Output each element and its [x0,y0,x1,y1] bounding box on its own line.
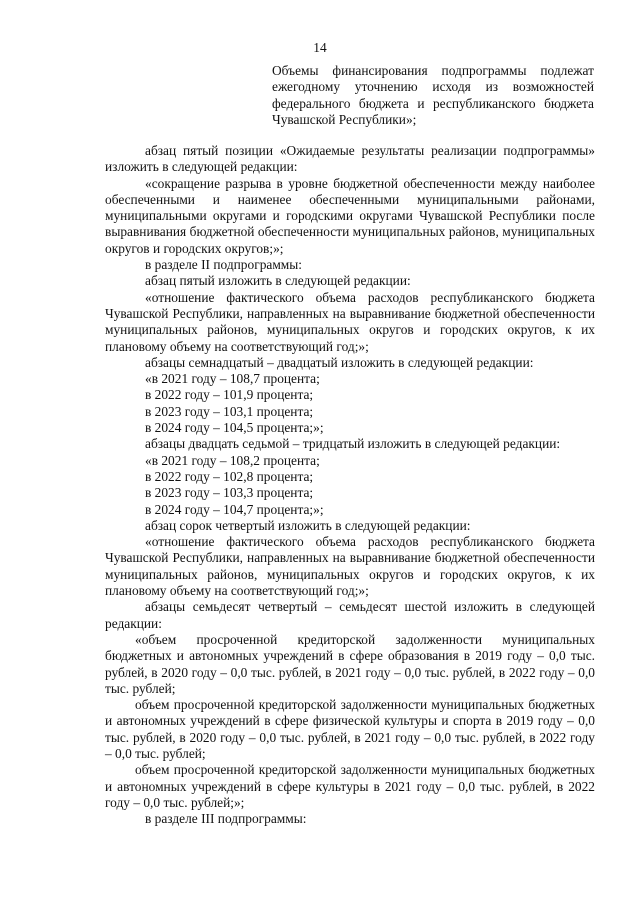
paragraph-8: абзац сорок четвертый изложить в следующей редакции: [145,517,471,533]
list-item: в 2022 году – 101,9 процента; [145,387,314,403]
paragraph-14: в разделе III подпрограммы: [145,811,307,827]
page-number: 14 [313,40,327,55]
paragraph-4: абзац пятый изложить в следующей редакции: [145,273,411,289]
list-item: «в 2021 году – 108,2 процента; [145,452,320,468]
list-item: в 2023 году – 103,3 процента; [145,485,314,501]
paragraph-5: «отношение фактического объема расходов республиканского бюджета Чувашской Республики, направленных на выравнивание бюджетной обеспеченности муниципальных районов, муниципальных округов и городских округов, к их плановому объему на соответствующий год;»; [105,289,595,354]
list-item: в 2022 году – 102,8 процента; [145,468,314,484]
paragraph-7: абзацы двадцать седьмой – тридцатый изложить в следующей редакции: [145,436,561,452]
paragraph-9: «отношение фактического объема расходов республиканского бюджета Чувашской Республики, направленных на выравнивание бюджетной обеспеченности муниципальных районов, муниципальных округов и городских округов, к их плановому объему на соответствующий год;»; [105,534,595,599]
list-item: в 2024 году – 104,5 процента;»; [145,420,324,436]
list-item: в 2024 году – 104,7 процента;»; [145,501,324,517]
passport-financing-note: Объемы финансирования подпрограммы подлежат ежегодному уточнению исходя из возможностей федерального бюджета и республиканского бюджета Чувашской Республики»; [272,63,594,127]
paragraph-13: объем просроченной кредиторской задолженности муниципальных бюджетных и автономных учреждений в сфере культуры в 2021 году – 0,0 тыс. рублей, в 2022 году – 0,0 тыс. рублей;»; [105,762,595,810]
paragraph-3: в разделе II подпрограммы: [145,257,302,273]
paragraph-12: объем просроченной кредиторской задолженности муниципальных бюджетных и автономных учреждений в сфере физической культуры и спорта в 2019 году – 0,0 тыс. рублей, в 2020 году – 0,0 тыс. рублей, в 2021 году – 0,0 тыс. рублей, в 2022 году – 0,0 тыс. рублей; [105,697,595,761]
list-item: в 2023 году – 103,1 процента; [145,403,314,419]
paragraph-11: «объем просроченной кредиторской задолженности муниципальных бюджетных и автономных учреждений в сфере образования в 2019 году – 0,0 тыс. рублей, в 2020 году – 0,0 тыс. рублей, в 2021 году – 0,0 тыс. рублей, в 2022 году – 0,0 тыс. рублей; [105,631,595,696]
list-item: «в 2021 году – 108,7 процента; [145,371,320,387]
document-body [105,143,595,827]
paragraph-2: «сокращение разрыва в уровне бюджетной обеспеченности между наиболее обеспеченными и наименее обеспеченными муниципальными районами, муниципальными округами и городскими округами Чувашской Республики после выравнивания бюджетной обеспеченности муниципальных районов, муниципальных округов и городских округов;»; [105,175,595,256]
paragraph-6: абзацы семнадцатый – двадцатый изложить в следующей редакции: [145,354,534,370]
paragraph-1: абзац пятый позиции «Ожидаемые результаты реализации подпрограммы» изложить в следующей редакции: [105,143,595,175]
paragraph-10: абзацы семьдесят четвертый – семьдесят шестой изложить в следующей редакции: [105,599,595,631]
